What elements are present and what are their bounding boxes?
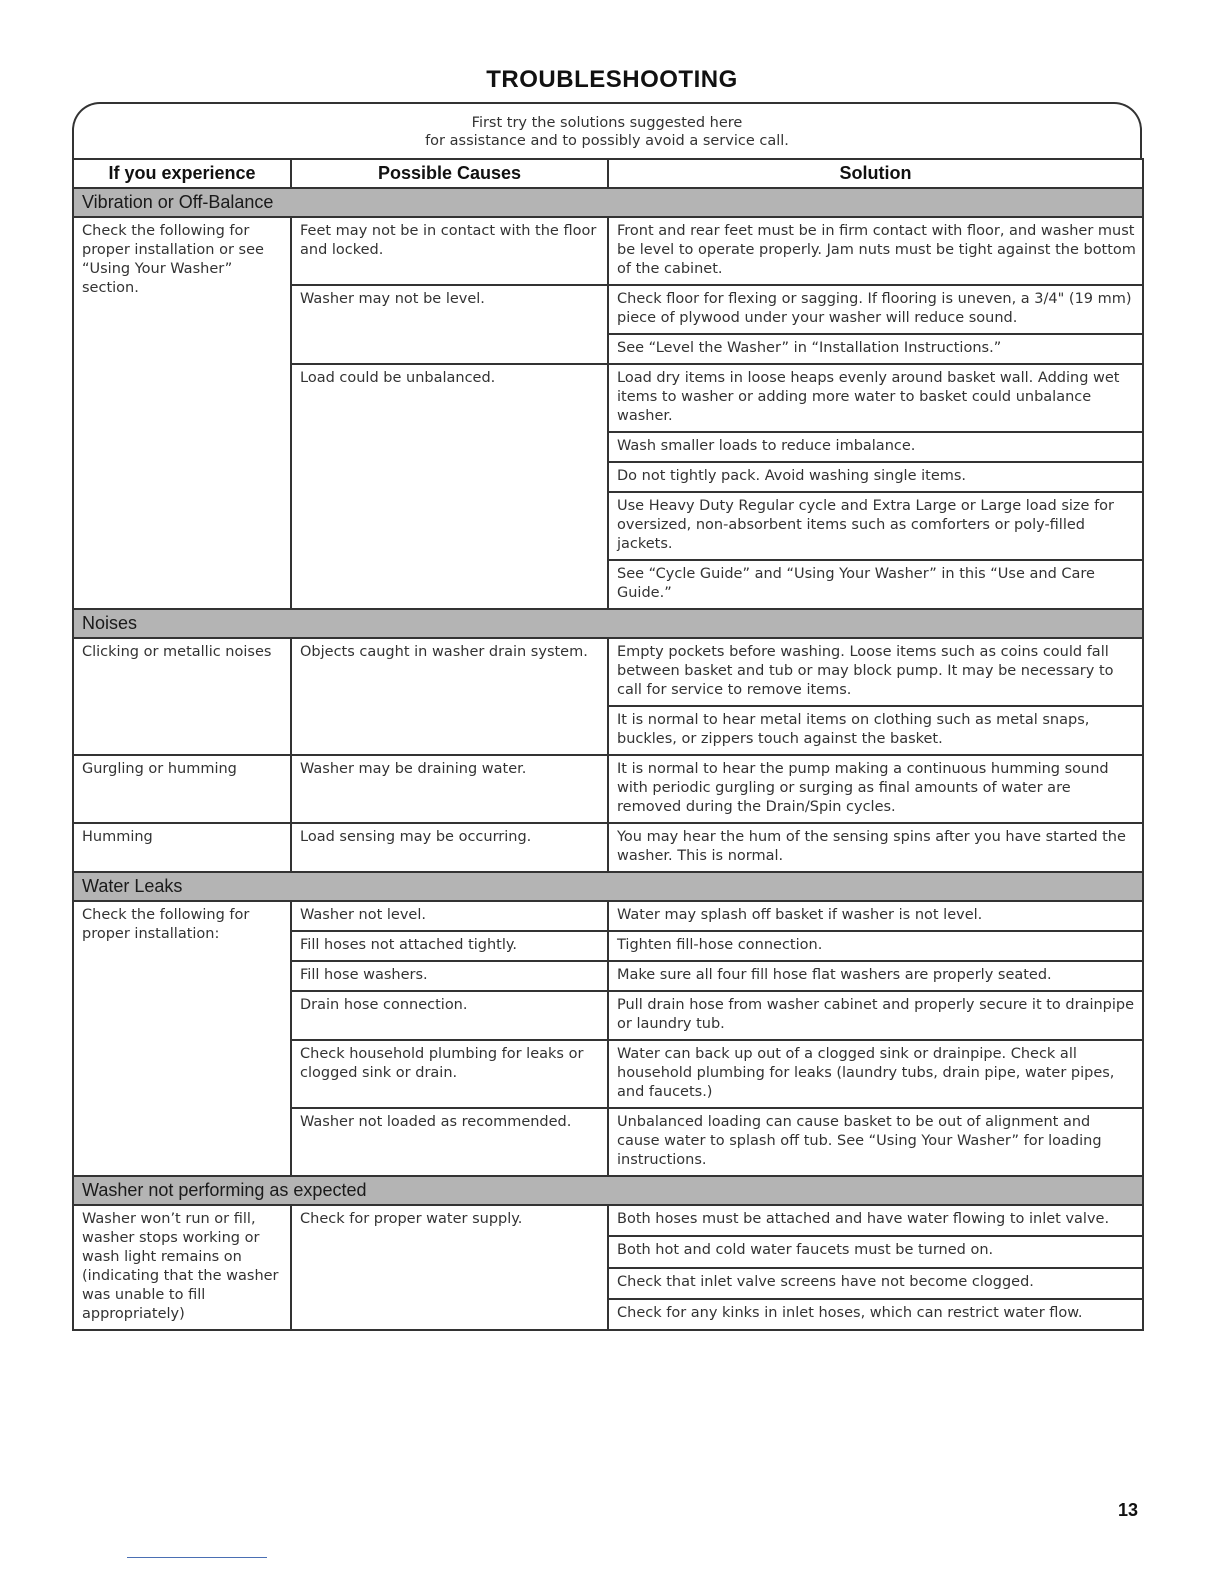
solution-cell: Use Heavy Duty Regular cycle and Extra Large or Large load size for oversized, non-absorbent items such as comforters or poly-filled jackets.: [608, 492, 1143, 560]
cause-cell: Fill hoses not attached tightly.: [291, 931, 608, 961]
intro-line-1: First try the solutions suggested here: [471, 115, 743, 131]
section-row-noises: [73, 609, 1143, 638]
experience-cell: Check the following for proper installation or see “Using Your Washer” section.: [73, 217, 291, 609]
experience-cell: Gurgling or humming: [73, 755, 291, 823]
section-title-leaks: Water Leaks: [73, 872, 1143, 901]
solution-cell: Check that inlet valve screens have not become clogged.: [608, 1268, 1143, 1299]
cause-cell: Check household plumbing for leaks or clogged sink or drain.: [291, 1040, 608, 1108]
cause-cell: Feet may not be in contact with the floor and locked.: [291, 217, 608, 285]
table-row: [73, 217, 1143, 285]
table-row: [73, 823, 1143, 872]
solution-cell: See “Level the Washer” in “Installation Instructions.”: [608, 334, 1143, 364]
intro-line-2: for assistance and to possibly avoid a service call.: [425, 133, 789, 149]
solution-cell: Wash smaller loads to reduce imbalance.: [608, 432, 1143, 462]
header-solution: Solution: [608, 159, 1143, 188]
solution-cell: Unbalanced loading can cause basket to be out of alignment and cause water to splash off tub. See “Using Your Washer” for loading instructions.: [608, 1108, 1143, 1176]
cause-cell: Load could be unbalanced.: [291, 364, 608, 609]
table-row: [73, 638, 1143, 706]
solution-cell: You may hear the hum of the sensing spins after you have started the washer. This is normal.: [608, 823, 1143, 872]
section-title-vibration: Vibration or Off-Balance: [73, 188, 1143, 217]
solution-cell: Check floor for flexing or sagging. If flooring is uneven, a 3/4" (19 mm) piece of plywood under your washer will reduce sound.: [608, 285, 1143, 334]
page-number: 13: [1118, 1500, 1139, 1520]
cause-cell: Check for proper water supply.: [291, 1205, 608, 1330]
header-row: [73, 159, 1143, 188]
cause-cell: Objects caught in washer drain system.: [291, 638, 608, 755]
section-row-vibration: [73, 188, 1143, 217]
table-row: [73, 1205, 1143, 1236]
footer-rule: [127, 1557, 267, 1558]
section-title-performing: Washer not performing as expected: [73, 1176, 1143, 1205]
cause-cell: Load sensing may be occurring.: [291, 823, 608, 872]
solution-cell: Water can back up out of a clogged sink or drainpipe. Check all household plumbing for leaks (laundry tubs, drain pipe, water pipes, and faucets.): [608, 1040, 1143, 1108]
intro-text: [72, 114, 1142, 150]
experience-cell: Humming: [73, 823, 291, 872]
experience-cell: Check the following for proper installation:: [73, 901, 291, 1176]
cause-cell: Fill hose washers.: [291, 961, 608, 991]
cause-cell: Washer not level.: [291, 901, 608, 931]
table-row: [73, 755, 1143, 823]
solution-cell: Do not tightly pack. Avoid washing single items.: [608, 462, 1143, 492]
solution-cell: Tighten fill-hose connection.: [608, 931, 1143, 961]
solution-cell: Load dry items in loose heaps evenly around basket wall. Adding wet items to washer or adding more water to basket could unbalance washer.: [608, 364, 1143, 432]
section-row-leaks: [73, 872, 1143, 901]
solution-cell: Check for any kinks in inlet hoses, which can restrict water flow.: [608, 1299, 1143, 1330]
solution-cell: Water may splash off basket if washer is not level.: [608, 901, 1143, 931]
solution-cell: It is normal to hear the pump making a continuous humming sound with periodic gurgling or surging as final amounts of water are removed during the Drain/Spin cycles.: [608, 755, 1143, 823]
solution-cell: See “Cycle Guide” and “Using Your Washer” in this “Use and Care Guide.”: [608, 560, 1143, 609]
solution-cell: It is normal to hear metal items on clothing such as metal snaps, buckles, or zippers touch against the basket.: [608, 706, 1143, 755]
solution-cell: Front and rear feet must be in firm contact with floor, and washer must be level to operate properly. Jam nuts must be tight against the bottom of the cabinet.: [608, 217, 1143, 285]
solution-cell: Make sure all four fill hose flat washers are properly seated.: [608, 961, 1143, 991]
solution-cell: Empty pockets before washing. Loose items such as coins could fall between basket and tub or may block pump. It may be necessary to call for service to remove items.: [608, 638, 1143, 706]
header-causes: Possible Causes: [291, 159, 608, 188]
cause-cell: Drain hose connection.: [291, 991, 608, 1040]
solution-cell: Both hoses must be attached and have water flowing to inlet valve.: [608, 1205, 1143, 1236]
solution-cell: Both hot and cold water faucets must be turned on.: [608, 1236, 1143, 1267]
table-row: [73, 901, 1143, 931]
page-title: TROUBLESHOOTING: [486, 66, 738, 93]
experience-cell: Clicking or metallic noises: [73, 638, 291, 755]
section-row-performing: [73, 1176, 1143, 1205]
header-experience: If you experience: [73, 159, 291, 188]
experience-cell: Washer won’t run or fill, washer stops working or wash light remains on (indicating that the washer was unable to fill appropriately): [73, 1205, 291, 1330]
troubleshooting-table: [72, 158, 1144, 1331]
cause-cell: Washer may not be level.: [291, 285, 608, 364]
solution-cell: Pull drain hose from washer cabinet and properly secure it to drainpipe or laundry tub.: [608, 991, 1143, 1040]
cause-cell: Washer may be draining water.: [291, 755, 608, 823]
section-title-noises: Noises: [73, 609, 1143, 638]
cause-cell: Washer not loaded as recommended.: [291, 1108, 608, 1176]
